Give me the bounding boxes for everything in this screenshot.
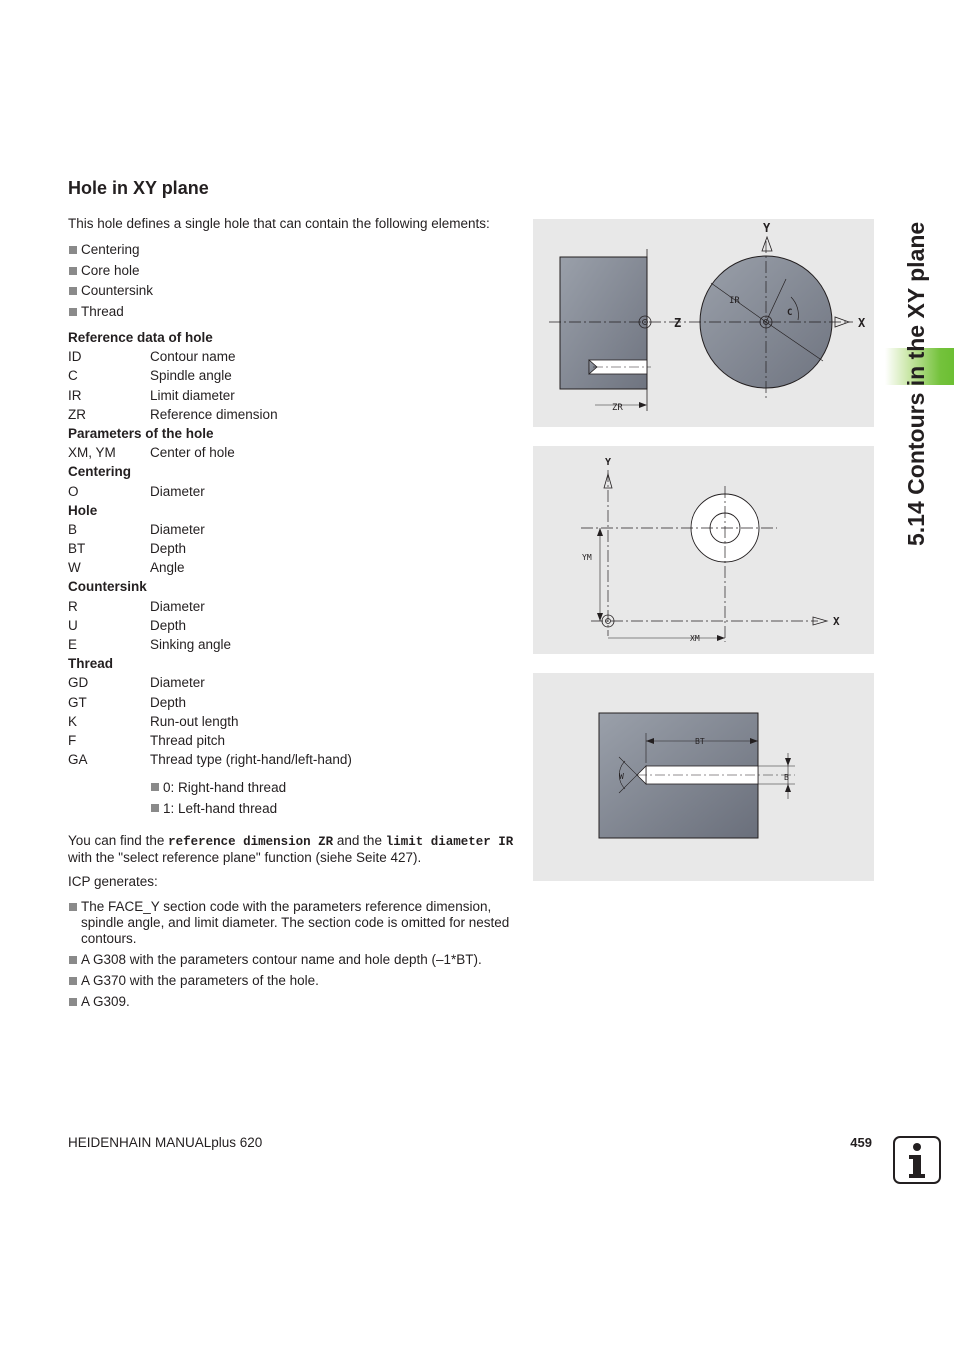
- list-item: A G370 with the parameters of the hole.: [68, 973, 518, 989]
- param-key: E: [68, 637, 78, 652]
- figure-hole-position: [533, 446, 874, 654]
- element-list: [68, 240, 153, 323]
- list-item: Countersink: [68, 281, 153, 302]
- param-row: [68, 366, 518, 385]
- list-item: The FACE_Y section code with the parameters reference dimension, spindle angle, and limit diameter. The section code is omitted for nested contours.: [68, 899, 518, 947]
- chapter-title: 5.14 Contours in the XY plane: [903, 221, 929, 546]
- group-heading: Parameters of the hole: [68, 425, 214, 441]
- list-item: 1: Left-hand thread: [150, 798, 286, 819]
- info-icon: [893, 1136, 941, 1184]
- figure-reference-plane: [533, 219, 874, 427]
- param-value: Center of hole: [150, 445, 235, 461]
- param-value: Run-out length: [150, 713, 239, 729]
- section-title: Hole in XY plane: [68, 178, 209, 198]
- icp-list: [68, 899, 518, 1015]
- code-ref-zr: reference dimension ZR: [168, 835, 334, 849]
- list-item: Core hole: [68, 261, 153, 282]
- label-bt: BT: [695, 737, 705, 746]
- param-row: [68, 386, 518, 405]
- param-row: [68, 693, 518, 712]
- list-item: A G308 with the parameters contour name and hole depth (–1*BT).: [68, 952, 518, 968]
- param-row: [68, 558, 518, 577]
- intro-text: This hole defines a single hole that can contain the following elements:: [68, 216, 490, 231]
- label-ym: YM: [582, 553, 592, 562]
- param-key: BT: [68, 541, 86, 557]
- param-key: XM, YM: [68, 445, 116, 461]
- code-ref-ir: limit diameter IR: [385, 835, 514, 849]
- param-value: Depth: [150, 541, 187, 557]
- page-number: 459: [850, 1135, 872, 1150]
- param-value: Reference dimension: [150, 406, 278, 422]
- label-c: C: [787, 308, 793, 318]
- param-value: Sinking angle: [150, 637, 232, 652]
- param-key: F: [68, 732, 77, 748]
- group-heading: Centering: [68, 464, 132, 480]
- label-ir: IR: [729, 296, 740, 306]
- param-value: Diameter: [150, 675, 205, 691]
- param-key: O: [68, 483, 79, 499]
- axis-label-x: X: [858, 316, 866, 330]
- param-row: [68, 405, 518, 424]
- param-key: GT: [68, 694, 87, 710]
- thread-type-list: [150, 777, 286, 819]
- list-item: A G309.: [68, 994, 518, 1010]
- param-row: [68, 482, 518, 501]
- chapter-sidebar: [885, 180, 937, 550]
- param-key: R: [68, 598, 78, 614]
- label-xm: XM: [690, 634, 700, 643]
- param-key: ID: [68, 349, 82, 365]
- param-row: [68, 520, 518, 539]
- param-row: [68, 712, 518, 731]
- param-value: Spindle angle: [150, 368, 232, 384]
- param-value: Diameter: [150, 598, 205, 614]
- param-key: C: [68, 368, 78, 384]
- param-value: Diameter: [150, 521, 205, 537]
- group-heading: Countersink: [68, 579, 147, 595]
- param-row: [68, 597, 518, 616]
- param-key: GD: [68, 675, 89, 691]
- param-key: W: [68, 560, 81, 576]
- figure-hole-section: [533, 673, 874, 881]
- param-row: [68, 635, 518, 654]
- param-key: U: [68, 617, 78, 633]
- parameter-table: [68, 328, 518, 769]
- param-row: [68, 539, 518, 558]
- list-item: Thread: [68, 302, 153, 323]
- param-row: [68, 731, 518, 750]
- param-value: Thread type (right-hand/left-hand): [150, 752, 352, 768]
- axis-label-x: X: [833, 615, 840, 628]
- axis-label-z: Z: [674, 316, 682, 330]
- param-row: [68, 443, 518, 462]
- footer-manual: HEIDENHAIN MANUALplus 620: [68, 1135, 263, 1150]
- group-heading: Reference data of hole: [68, 330, 213, 345]
- param-value: Thread pitch: [150, 732, 226, 748]
- find-paragraph: You can find the reference dimension ZR and the limit diameter IR with the "select reference plane" function (siehe Seite 427).: [68, 833, 514, 865]
- param-value: Angle: [150, 560, 185, 576]
- axis-label-y: Y: [763, 221, 771, 235]
- list-item: 0: Right-hand thread: [150, 777, 286, 798]
- param-value: Contour name: [150, 349, 236, 365]
- param-value: Depth: [150, 694, 187, 710]
- param-key: GA: [68, 752, 88, 768]
- param-row: [68, 750, 518, 769]
- axis-label-y: Y: [605, 457, 612, 468]
- param-key: IR: [68, 387, 82, 403]
- param-value: Limit diameter: [150, 387, 235, 403]
- label-w: W: [619, 772, 624, 781]
- label-b: B: [784, 773, 789, 782]
- list-item: Centering: [68, 240, 153, 261]
- param-value: Depth: [150, 617, 187, 633]
- param-value: Diameter: [150, 483, 205, 499]
- param-row: [68, 673, 518, 692]
- param-key: ZR: [68, 406, 86, 422]
- param-row: [68, 616, 518, 635]
- group-heading: Hole: [68, 502, 98, 518]
- param-key: B: [68, 521, 78, 537]
- group-heading: Thread: [68, 656, 114, 672]
- label-zr: ZR: [612, 403, 623, 413]
- param-key: K: [68, 713, 78, 729]
- icp-label: ICP generates:: [68, 874, 158, 889]
- param-row: [68, 347, 518, 366]
